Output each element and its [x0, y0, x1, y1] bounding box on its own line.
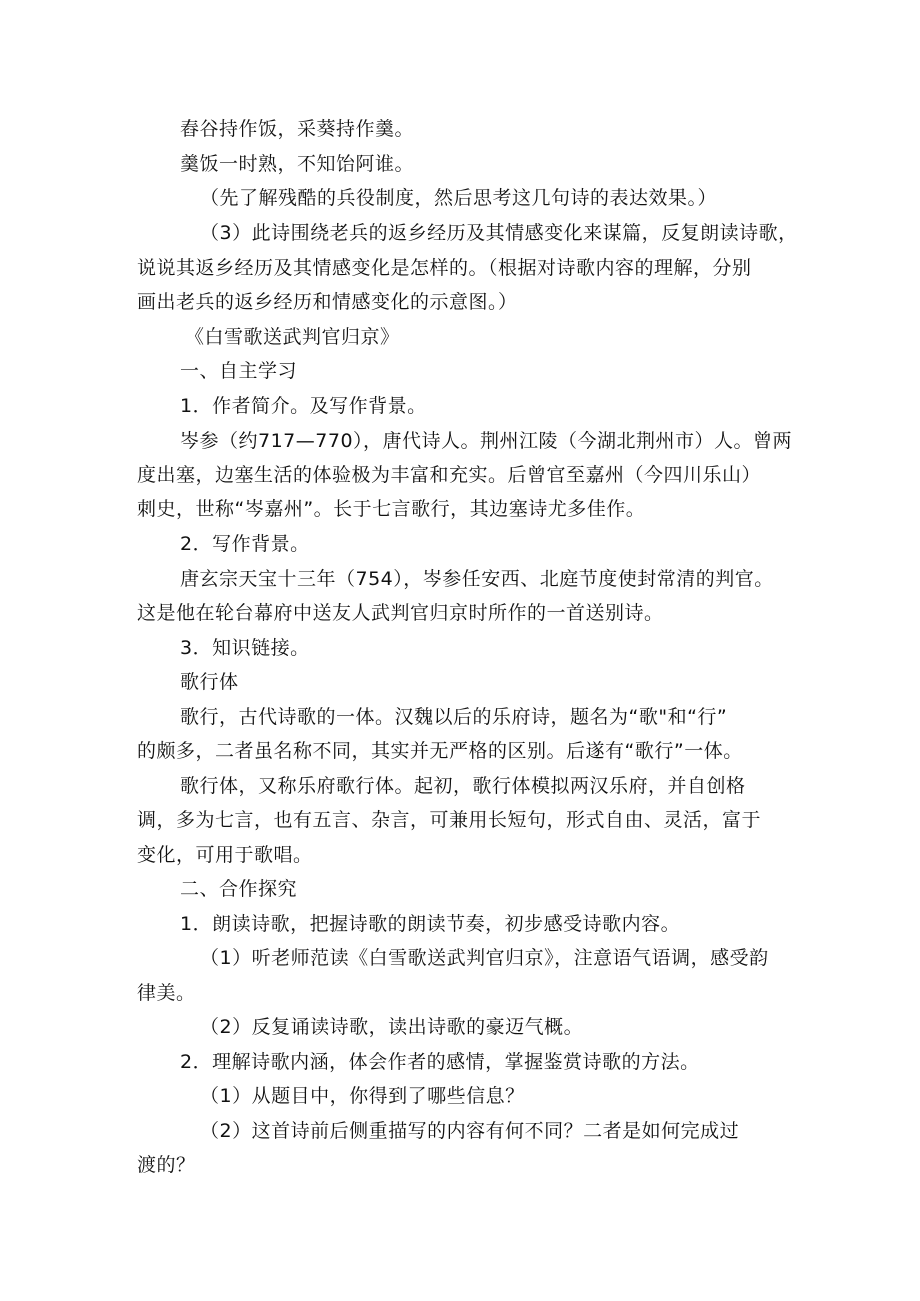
task-2-heading: 2．理解诗歌内涵，体会作者的感情，掌握鉴赏诗歌的方法。: [180, 1051, 700, 1073]
item-1-heading: 1．作者简介。及写作背景。: [180, 395, 427, 417]
genre-para-2-line-3: 变化，可用于歌唱。: [137, 844, 313, 866]
task-2-sub-2-line-1: （2）这首诗前后侧重描写的内容有何不同？二者是如何完成过: [200, 1120, 740, 1142]
genre-title: 歌行体: [180, 671, 239, 693]
author-intro-line-2: 度出塞，边塞生活的体验极为丰富和充实。后曾官至嘉州（今四川乐山）: [137, 464, 762, 486]
genre-para-1-line-1: 歌行，古代诗歌的一体。汉魏以后的乐府诗，题名为“歌"和“行”: [180, 706, 728, 728]
poem-line-2: 羹饭一时熟，不知饴阿谁。: [180, 153, 415, 175]
question-3-line-2: 说说其返乡经历及其情感变化是怎样的。（根据对诗歌内容的理解，分别: [137, 257, 752, 279]
author-intro-line-1: 岑参（约717—770），唐代诗人。荆州江陵（今湖北荆州市）人。曾两: [180, 430, 793, 452]
section-title: 《白雪歌送武判官归京》: [185, 326, 400, 348]
genre-para-2-line-1: 歌行体，又称乐府歌行体。起初，歌行体模拟两汉乐府，并自创格: [180, 775, 746, 797]
task-1-sub-1-line-2: 律美。: [137, 982, 196, 1004]
task-1-sub-2: （2）反复诵读诗歌，读出诗歌的豪迈气概。: [200, 1016, 584, 1038]
heading-cooperative-inquiry: 二、合作探究: [180, 878, 298, 900]
author-intro-line-3: 刺史，世称“岑嘉州”。长于七言歌行，其边塞诗尤多佳作。: [137, 498, 646, 520]
poem-line-1: 舂谷持作饭，采葵持作羹。: [180, 118, 415, 140]
background-line-1: 唐玄宗天宝十三年（754），岑参任安西、北庭节度使封常清的判官。: [180, 568, 774, 590]
genre-para-2-line-2: 调，多为七言，也有五言、杂言，可兼用长短句，形式自由、灵活，富于: [137, 809, 762, 831]
hint-note: （先了解残酷的兵役制度，然后思考这几句诗的表达效果。）: [200, 187, 718, 209]
item-3-heading: 3．知识链接。: [180, 637, 310, 659]
question-3-line-3: 画出老兵的返乡经历和情感变化的示意图。）: [137, 291, 518, 313]
background-line-2: 这是他在轮台幕府中送友人武判官归京时所作的一首送别诗。: [137, 602, 664, 624]
heading-self-study: 一、自主学习: [180, 360, 298, 382]
genre-para-1-line-2: 的颇多，二者虽名称不同，其实并无严格的区别。后遂有“歌行”一体。: [137, 740, 743, 762]
task-1-heading: 1．朗读诗歌，把握诗歌的朗读节奏，初步感受诗歌内容。: [180, 913, 681, 935]
task-1-sub-1-line-1: （1）听老师范读《白雪歌送武判官归京》，注意语气语调，感受韵: [200, 947, 769, 969]
task-2-sub-1: （1）从题目中，你得到了哪些信息？: [200, 1085, 525, 1107]
item-2-heading: 2．写作背景。: [180, 533, 310, 555]
task-2-sub-2-line-2: 渡的？: [137, 1154, 196, 1176]
question-3-line-1: （3）此诗围绕老兵的返乡经历及其情感变化来谋篇，反复朗读诗歌，: [200, 222, 798, 244]
